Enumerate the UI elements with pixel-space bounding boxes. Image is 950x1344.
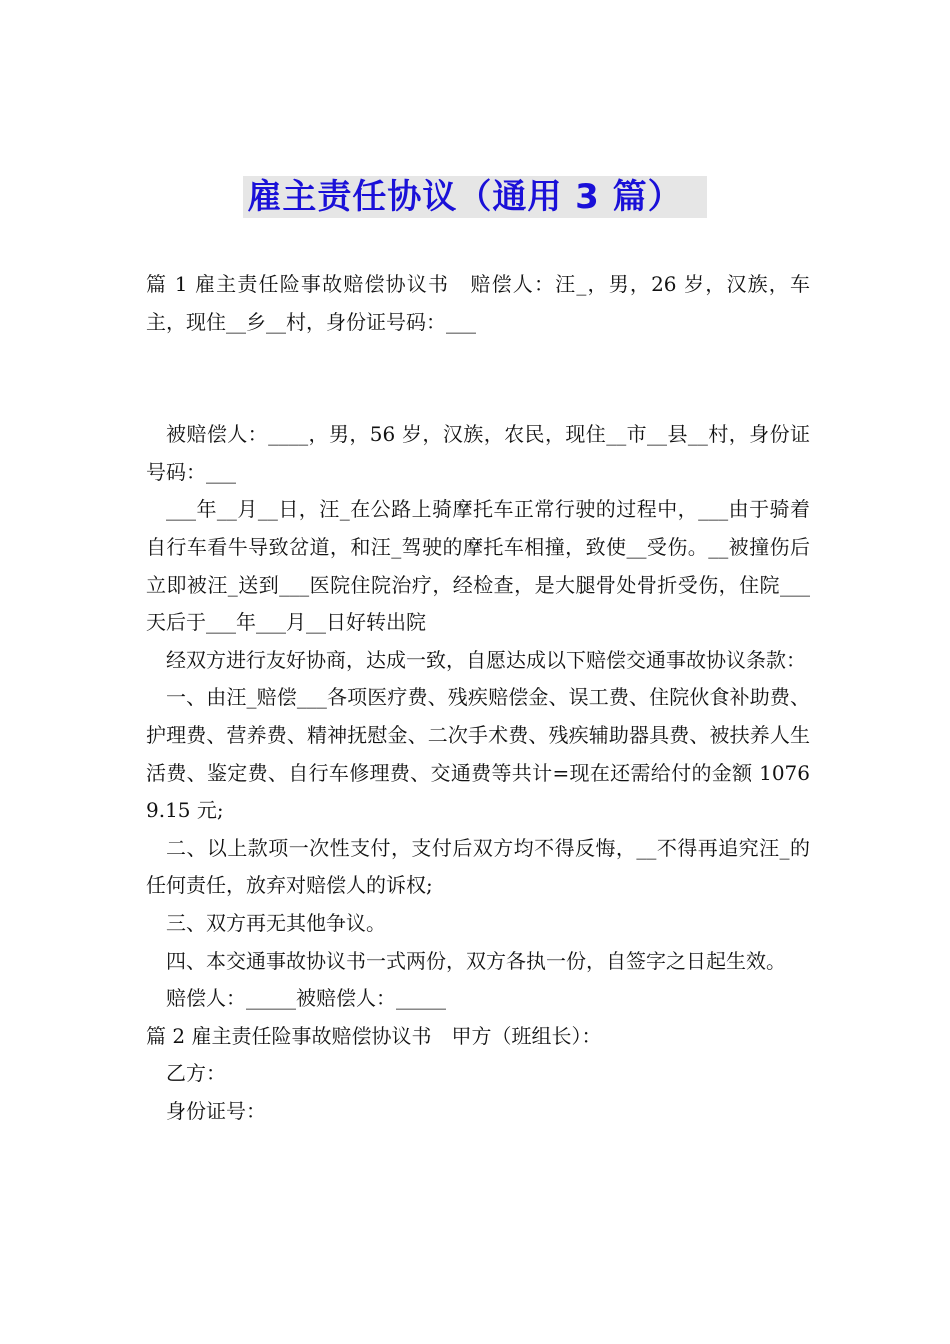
document-title: 雇主责任协议（通用 3 篇）	[243, 176, 706, 218]
paragraph-id-number: 身份证号：	[166, 1098, 266, 1123]
paragraph-clause-4: 四、本交通事故协议书一式两份，双方各执一份，自签字之日起生效。	[166, 948, 786, 973]
paragraph-signatures: 赔偿人：_____被赔偿人：_____	[166, 986, 446, 1011]
paragraph-claimant: 被赔偿人：____，男，56 岁，汉族，农民，现住__市__县__村，身份证号码：___	[146, 422, 810, 484]
paragraph-negotiation: 经双方进行友好协商，达成一致，自愿达成以下赔偿交通事故协议条款：	[166, 647, 806, 672]
paragraph-incident: ___年__月__日，汪_在公路上骑摩托车正常行驶的过程中，___由于骑着自行车看牛导致岔道，和汪_驾驶的摩托车相撞，致使__受伤。__被撞伤后立即被汪_送到___医院住院治疗，经检查，是大腿骨处骨折受伤，住院___天后于___年___月__日好转出院	[146, 497, 810, 635]
paragraph-clause-3: 三、双方再无其他争议。	[166, 910, 386, 935]
paragraph-clause-1: 一、由汪_赔偿___各项医疗费、残疾赔偿金、误工费、住院伙食补助费、护理费、营养费、精神抚慰金、二次手术费、残疾辅助器具费、被扶养人生活费、鉴定费、自行车修理费、交通费等共计=现在还需给付的金额 10769.15 元;	[146, 685, 810, 823]
document-body	[146, 266, 810, 1130]
paragraph-party-b: 乙方：	[166, 1061, 226, 1086]
paragraph-intro: 篇 1 雇主责任险事故赔偿协议书 赔偿人：汪_，男，26 岁，汉族，车主，现住__乡__村，身份证号码：___	[146, 272, 810, 334]
paragraph-clause-2: 二、以上款项一次性支付，支付后双方均不得反悔，__不得再追究汪_的任何责任，放弃对赔偿人的诉权;	[146, 835, 810, 898]
title-container	[0, 176, 950, 218]
blank-spacer	[146, 341, 810, 416]
paragraph-section-2-heading: 篇 2 雇主责任险事故赔偿协议书 甲方（班组长）：	[146, 1023, 602, 1048]
